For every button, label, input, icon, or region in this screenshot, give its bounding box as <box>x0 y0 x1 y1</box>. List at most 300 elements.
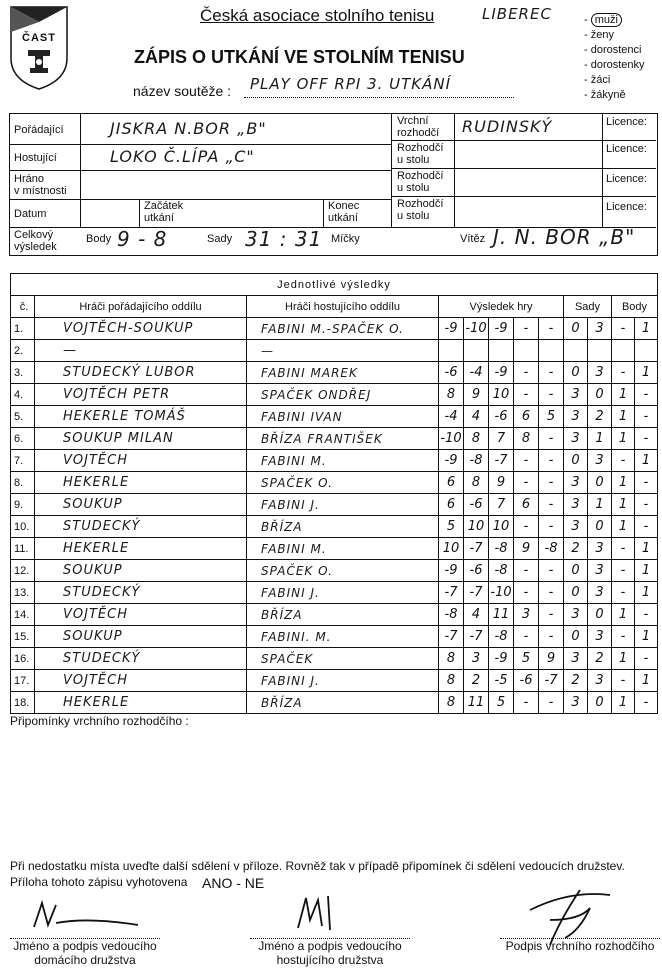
away-point: 1 <box>641 365 651 380</box>
game-score: -10 <box>489 582 514 603</box>
away-point: - <box>643 651 649 666</box>
game-scores <box>439 362 564 384</box>
table-referee-label: Rozhodčí u stolu <box>397 198 444 222</box>
home-sets: 2 <box>564 670 588 691</box>
home-point: 1 <box>612 384 635 405</box>
home-player: VOJTĚCH <box>35 670 247 692</box>
game-score: -8 <box>544 541 558 556</box>
row-number: 3. <box>11 362 35 384</box>
away-leader-signature <box>292 890 352 940</box>
away-player: FABINI MAREK <box>247 362 439 384</box>
away-player: SPAČEK O. <box>247 472 439 494</box>
logo-text: ČAST <box>22 32 56 44</box>
game-score: -9 <box>489 318 514 339</box>
game-score: - <box>548 387 554 402</box>
sets-label: Sady <box>207 233 233 245</box>
organizer-value: JISKRA N.BOR „B" <box>110 119 267 138</box>
game-score: -6 <box>439 362 464 383</box>
game-score: 8 <box>439 384 464 405</box>
game-score: 10 <box>439 538 464 559</box>
home-sets: 3 <box>564 516 588 537</box>
host-label: Hostující <box>14 152 57 164</box>
game-score: -7 <box>439 582 464 603</box>
game-score: 10 <box>489 516 514 537</box>
game-score: 9 <box>489 472 514 493</box>
home-sets: 2 <box>564 538 588 559</box>
organization-handwritten: LIBEREC <box>482 5 552 23</box>
row-number: 4. <box>11 384 35 406</box>
sets-result <box>564 560 612 582</box>
points-result <box>612 648 658 670</box>
start-label: Začátek utkání <box>144 200 184 224</box>
sets-result <box>564 472 612 494</box>
home-leader-signature <box>28 895 148 940</box>
away-sets: 3 <box>595 673 604 688</box>
row-number: 8. <box>11 472 35 494</box>
home-point: - <box>612 362 635 383</box>
home-player: HEKERLE <box>35 472 247 494</box>
game-score: - <box>514 516 539 537</box>
points-result <box>612 670 658 692</box>
col-points-header: Body <box>612 296 658 318</box>
game-score: -8 <box>489 560 514 581</box>
away-player: FABINI M.-SPAČEK O. <box>247 318 439 340</box>
result-row <box>11 560 658 582</box>
game-score: 9 <box>514 538 539 559</box>
game-score: -6 <box>464 560 489 581</box>
away-sets: 3 <box>595 453 604 468</box>
row-number: 9. <box>11 494 35 516</box>
home-player: VOJTĚCH PETR <box>35 384 247 406</box>
game-score: 8 <box>464 428 489 449</box>
away-point: 1 <box>641 321 651 336</box>
end-label: Konec utkání <box>328 200 360 224</box>
home-sets: 3 <box>564 604 588 625</box>
away-point: - <box>643 519 649 534</box>
home-player: — <box>35 340 247 362</box>
game-score: -10 <box>464 318 489 339</box>
home-point: - <box>612 670 635 691</box>
home-player: STUDECKÝ <box>35 516 247 538</box>
sets-result <box>564 670 612 692</box>
game-scores <box>439 494 564 516</box>
home-point: 1 <box>612 516 635 537</box>
game-score: -8 <box>489 538 514 559</box>
game-score: - <box>514 472 539 493</box>
game-score: -6 <box>489 406 514 427</box>
licence-label: Licence: <box>606 173 647 185</box>
home-player: SOUKUP <box>35 626 247 648</box>
away-point <box>635 340 657 361</box>
away-player: BŘÍZA FRANTIŠEK <box>247 428 439 450</box>
game-score: - <box>548 519 554 534</box>
game-score: - <box>514 362 539 383</box>
sets-result <box>564 340 612 362</box>
result-row <box>11 538 658 560</box>
home-sets: 0 <box>564 560 588 581</box>
away-player: SPAČEK ONDŘEJ <box>247 384 439 406</box>
sets-result <box>564 406 612 428</box>
game-score: 4 <box>464 406 489 427</box>
home-player: STUDECKÝ <box>35 582 247 604</box>
result-row <box>11 626 658 648</box>
game-score <box>539 340 563 361</box>
home-point: 1 <box>612 494 635 515</box>
game-scores <box>439 582 564 604</box>
game-scores <box>439 604 564 626</box>
home-player: VOJTĚCH <box>35 450 247 472</box>
home-sets: 3 <box>564 428 588 449</box>
game-score: - <box>514 560 539 581</box>
category-item: - žákyně <box>584 89 626 101</box>
game-score: - <box>548 585 554 600</box>
home-leader-caption: Jméno a podpis vedoucího domácího družstva <box>10 938 160 967</box>
away-point: 1 <box>641 585 651 600</box>
game-score: 5 <box>489 692 514 713</box>
home-player: HEKERLE <box>35 538 247 560</box>
row-number: 5. <box>11 406 35 428</box>
game-scores <box>439 450 564 472</box>
game-score: - <box>514 626 539 647</box>
competition-label: název soutěže : <box>133 83 232 99</box>
game-score: -9 <box>489 362 514 383</box>
game-score: 6 <box>439 494 464 515</box>
away-point: - <box>643 387 649 402</box>
game-score: 4 <box>464 604 489 625</box>
away-sets <box>588 340 611 361</box>
result-row <box>11 472 658 494</box>
game-score: 8 <box>439 692 464 713</box>
home-point: 1 <box>612 692 635 713</box>
row-number: 1. <box>11 318 35 340</box>
away-player: FABINI M. <box>247 450 439 472</box>
home-player: HEKERLE <box>35 692 247 714</box>
competition-underline <box>244 97 514 98</box>
away-player: FABINI IVAN <box>247 406 439 428</box>
result-row <box>11 362 658 384</box>
game-scores <box>439 428 564 450</box>
home-player: VOJTĚCH <box>35 604 247 626</box>
points-result <box>612 692 658 714</box>
licence-label: Licence: <box>606 143 647 155</box>
game-score: 7 <box>489 494 514 515</box>
sets-result <box>564 516 612 538</box>
game-score: 5 <box>439 516 464 537</box>
home-sets: 0 <box>564 318 588 339</box>
result-row <box>11 318 658 340</box>
game-score: - <box>548 607 554 622</box>
away-player: BŘÍZA <box>247 516 439 538</box>
home-point: 1 <box>612 648 635 669</box>
head-referee-value: RUDINSKÝ <box>462 117 553 136</box>
points-result <box>612 582 658 604</box>
attachment-choice: ANO - NE <box>202 875 265 891</box>
points-label: Body <box>86 233 112 245</box>
home-point: - <box>612 560 635 581</box>
game-score: 9 <box>464 384 489 405</box>
game-score: - <box>548 563 554 578</box>
away-player: FABINI M. <box>247 538 439 560</box>
points-result <box>612 494 658 516</box>
away-sets: 0 <box>595 475 604 490</box>
away-point: - <box>643 475 649 490</box>
cast-logo <box>10 6 68 90</box>
sets-result <box>564 604 612 626</box>
away-sets: 0 <box>595 519 604 534</box>
game-score: 3 <box>514 604 539 625</box>
result-row <box>11 604 658 626</box>
game-scores <box>439 318 564 340</box>
away-player: FABINI J. <box>247 582 439 604</box>
sets-result <box>564 648 612 670</box>
home-sets: 3 <box>564 648 588 669</box>
referee-caption: Podpis vrchního rozhodčího <box>500 938 660 953</box>
points-result <box>612 362 658 384</box>
licence-label: Licence: <box>606 201 647 213</box>
game-score: 11 <box>489 604 514 625</box>
away-sets: 3 <box>595 563 604 578</box>
sets-result <box>564 428 612 450</box>
game-score: 6 <box>514 406 539 427</box>
home-point: - <box>612 538 635 559</box>
balls-label: Míčky <box>331 233 360 245</box>
away-point: 1 <box>641 673 651 688</box>
table-referee-label: Rozhodčí u stolu <box>397 142 444 166</box>
game-score: - <box>548 453 554 468</box>
sets-value: 31 : 31 <box>245 227 323 251</box>
game-scores <box>439 384 564 406</box>
away-point: - <box>643 695 649 710</box>
result-row <box>11 384 658 406</box>
game-score: - <box>548 497 554 512</box>
home-player: SOUKUP <box>35 494 247 516</box>
game-scores <box>439 516 564 538</box>
game-score: 8 <box>439 648 464 669</box>
home-point: 1 <box>612 604 635 625</box>
away-sets: 3 <box>595 629 604 644</box>
game-score: 9 <box>546 651 556 666</box>
row-number: 7. <box>11 450 35 472</box>
game-score: -9 <box>439 450 464 471</box>
points-result <box>612 604 658 626</box>
away-leader-caption: Jméno a podpis vedoucího hostujícího družstva <box>250 938 410 967</box>
col-away-header: Hráči hostujícího oddílu <box>247 296 439 318</box>
game-score: - <box>514 384 539 405</box>
result-row <box>11 340 658 362</box>
game-score: 10 <box>464 516 489 537</box>
game-scores <box>439 692 564 714</box>
results-caption: Jednotlivé výsledky <box>11 274 658 296</box>
game-score: - <box>514 692 539 713</box>
away-sets: 0 <box>595 607 604 622</box>
points-value: 9 - 8 <box>117 227 168 251</box>
winner-value: J. N. BOR „B" <box>493 225 636 249</box>
points-result <box>612 406 658 428</box>
away-sets: 0 <box>595 387 604 402</box>
home-sets: 3 <box>564 406 588 427</box>
game-score: - <box>514 582 539 603</box>
game-scores <box>439 538 564 560</box>
game-scores <box>439 406 564 428</box>
game-score: - <box>548 629 554 644</box>
game-score: -7 <box>544 673 558 688</box>
row-number: 17. <box>11 670 35 692</box>
game-score: 6 <box>439 472 464 493</box>
category-item: - ženy <box>584 29 614 41</box>
points-result <box>612 318 658 340</box>
game-score: 7 <box>489 428 514 449</box>
away-point: - <box>643 607 649 622</box>
home-point: 1 <box>612 428 635 449</box>
away-sets: 0 <box>595 695 604 710</box>
result-row <box>11 648 658 670</box>
document-title: ZÁPIS O UTKÁNÍ VE STOLNÍM TENISU <box>134 47 465 67</box>
row-number: 10. <box>11 516 35 538</box>
result-row <box>11 516 658 538</box>
away-player: BŘÍZA <box>247 692 439 714</box>
game-scores <box>439 648 564 670</box>
away-sets: 1 <box>595 497 604 512</box>
row-number: 18. <box>11 692 35 714</box>
category-list <box>584 13 645 103</box>
away-sets: 3 <box>595 541 604 556</box>
away-point: 1 <box>641 453 651 468</box>
results-table <box>10 273 658 714</box>
game-score: -8 <box>489 626 514 647</box>
game-score: 8 <box>439 670 464 691</box>
game-score: 5 <box>546 409 556 424</box>
game-score: -9 <box>489 648 514 669</box>
sets-result <box>564 362 612 384</box>
game-scores <box>439 560 564 582</box>
away-point: - <box>643 431 649 446</box>
game-score: -4 <box>464 362 489 383</box>
away-sets: 3 <box>595 365 604 380</box>
game-score: -9 <box>439 318 464 339</box>
game-score <box>489 340 514 361</box>
category-item: - dorostenky <box>584 59 645 71</box>
away-point: 1 <box>641 563 651 578</box>
game-score <box>464 340 489 361</box>
home-point: - <box>612 582 635 603</box>
col-score-header: Výsledek hry <box>439 296 564 318</box>
game-score: - <box>548 321 554 336</box>
away-point: 1 <box>641 541 651 556</box>
game-score: -7 <box>464 626 489 647</box>
game-score: -7 <box>464 582 489 603</box>
sets-result <box>564 450 612 472</box>
result-row <box>11 494 658 516</box>
sets-result <box>564 538 612 560</box>
home-point <box>612 340 635 361</box>
game-score: 8 <box>514 428 539 449</box>
table-referee-label: Rozhodčí u stolu <box>397 170 444 194</box>
game-score: -10 <box>439 428 464 449</box>
game-score: -4 <box>439 406 464 427</box>
game-score: 3 <box>464 648 489 669</box>
away-player: BŘÍZA <box>247 604 439 626</box>
game-score: -8 <box>464 450 489 471</box>
away-point: - <box>643 409 649 424</box>
played-label: Hráno v místnosti <box>14 173 67 197</box>
away-player: SPAČEK O. <box>247 560 439 582</box>
host-value: LOKO Č.LÍPA „C" <box>110 147 255 166</box>
away-point: - <box>643 497 649 512</box>
game-scores <box>439 472 564 494</box>
home-player: VOJTĚCH-SOUKUP <box>35 318 247 340</box>
row-number: 15. <box>11 626 35 648</box>
game-scores <box>439 670 564 692</box>
home-sets: 0 <box>564 626 588 647</box>
home-point: - <box>612 318 635 339</box>
away-point: 1 <box>641 629 651 644</box>
away-sets: 3 <box>595 321 604 336</box>
home-sets: 3 <box>564 692 588 713</box>
home-point: 1 <box>612 406 635 427</box>
away-player: FABINI. M. <box>247 626 439 648</box>
winner-label: Vítěz <box>460 233 486 245</box>
game-score: -9 <box>439 560 464 581</box>
sets-result <box>564 494 612 516</box>
remarks-label: Připomínky vrchního rozhodčího : <box>10 714 189 728</box>
away-sets: 2 <box>595 409 604 424</box>
game-score: -7 <box>439 626 464 647</box>
home-player: STUDECKÝ <box>35 648 247 670</box>
home-sets <box>564 340 588 361</box>
row-number: 11. <box>11 538 35 560</box>
home-player: STUDECKÝ LUBOR <box>35 362 247 384</box>
col-no-header: č. <box>11 296 35 318</box>
category-item: - žáci <box>584 74 611 86</box>
points-result <box>612 384 658 406</box>
sets-result <box>564 318 612 340</box>
game-score: - <box>548 431 554 446</box>
game-scores <box>439 626 564 648</box>
game-score: 8 <box>464 472 489 493</box>
game-score: - <box>548 475 554 490</box>
organization-name: Česká asociace stolního tenisu <box>200 6 435 25</box>
home-point: - <box>612 450 635 471</box>
result-row <box>11 582 658 604</box>
away-sets: 1 <box>595 431 604 446</box>
home-sets: 3 <box>564 384 588 405</box>
game-score: 5 <box>514 648 539 669</box>
away-player: FABINI J. <box>247 494 439 516</box>
sets-result <box>564 626 612 648</box>
date-label: Datum <box>14 208 47 220</box>
away-player: — <box>247 340 439 362</box>
game-score: - <box>514 318 539 339</box>
game-score: -6 <box>464 494 489 515</box>
licence-label: Licence: <box>606 116 647 128</box>
result-row <box>11 692 658 714</box>
game-score: 11 <box>464 692 489 713</box>
points-result <box>612 538 658 560</box>
away-player: FABINI J. <box>247 670 439 692</box>
game-score: 2 <box>464 670 489 691</box>
away-sets: 2 <box>595 651 604 666</box>
row-number: 6. <box>11 428 35 450</box>
points-result <box>612 428 658 450</box>
game-scores <box>439 340 564 362</box>
footer-note: Při nedostatku místa uveďte další sdělení v příloze. Rovněž tak v případě připomínek či sdělení vedoucích družstev. <box>10 859 625 873</box>
attachment-label: Příloha tohoto zápisu vyhotovena <box>10 875 188 889</box>
home-point: - <box>612 626 635 647</box>
organizer-label: Pořádající <box>14 124 64 136</box>
home-sets: 0 <box>564 582 588 603</box>
total-label: Celkový výsledek <box>14 229 57 253</box>
away-player: SPAČEK <box>247 648 439 670</box>
